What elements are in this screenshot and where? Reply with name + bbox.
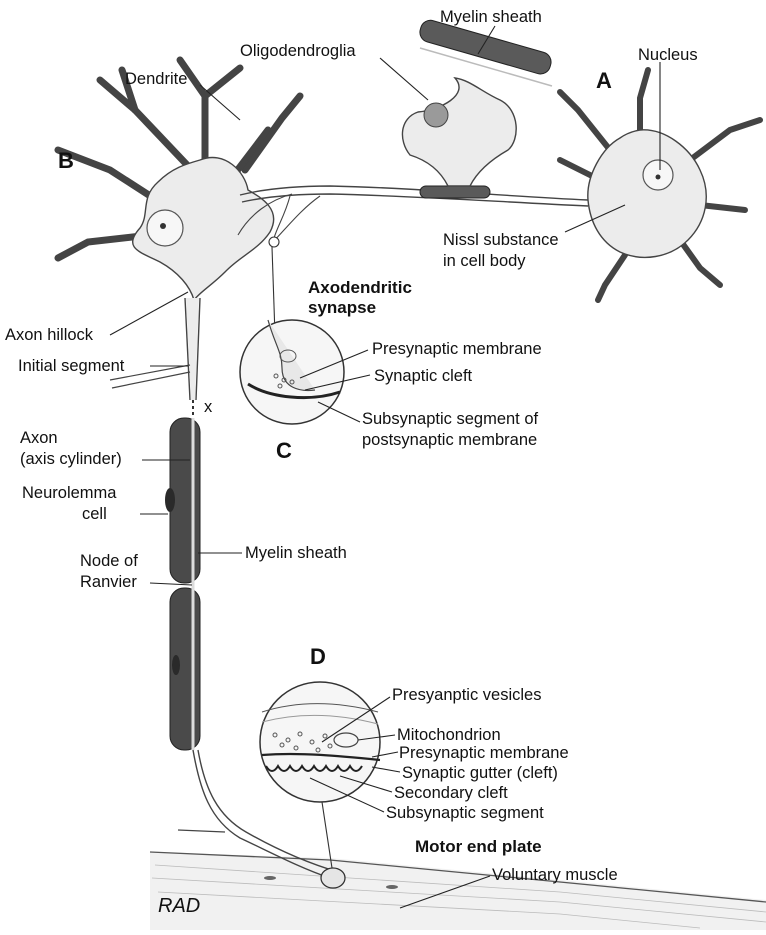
label-oligodendroglia: Oligodendroglia	[240, 42, 356, 60]
label-node-1: Node of	[80, 552, 138, 570]
label-secondary-cleft: Secondary cleft	[394, 784, 508, 802]
label-voluntary-muscle: Voluntary muscle	[492, 866, 618, 884]
artist-signature: RAD	[158, 895, 201, 917]
label-motor-end-plate: Motor end plate	[415, 837, 542, 856]
label-node-2: Ranvier	[80, 573, 137, 591]
panel-label-a: A	[596, 68, 612, 93]
label-synaptic-cleft: Synaptic cleft	[374, 367, 473, 385]
label-x-mark: x	[204, 398, 213, 416]
synapse-magnifier-c	[240, 320, 344, 424]
label-presynaptic-membrane-c: Presynaptic membrane	[372, 340, 542, 358]
synapse-magnifier-d	[260, 682, 380, 868]
panel-label-c: C	[276, 438, 292, 463]
label-axodendritic-2: synapse	[308, 298, 377, 317]
label-neurolemma-2: cell	[82, 505, 107, 523]
label-nissl-2: in cell body	[443, 252, 526, 270]
label-presynaptic-membrane-d: Presynaptic membrane	[399, 744, 569, 762]
voluntary-muscle	[150, 852, 766, 930]
label-nissl-1: Nissl substance	[443, 231, 559, 249]
oligodendroglia-cell	[402, 18, 553, 186]
label-presynaptic-vesicles: Presyanptic vesicles	[392, 686, 542, 704]
label-neurolemma-1: Neurolemma	[22, 484, 117, 502]
label-mitochondrion: Mitochondrion	[397, 726, 501, 744]
label-subsynaptic-2: postsynaptic membrane	[362, 431, 538, 449]
panel-label-d: D	[310, 644, 326, 669]
label-myelin-sheath-top: Myelin sheath	[440, 8, 542, 26]
label-synaptic-gutter: Synaptic gutter (cleft)	[402, 764, 558, 782]
label-dendrite: Dendrite	[125, 70, 188, 88]
label-nucleus: Nucleus	[638, 46, 698, 64]
label-axon-2: (axis cylinder)	[20, 450, 122, 468]
label-initial-segment: Initial segment	[18, 357, 125, 375]
label-subsynaptic-segment: Subsynaptic segment	[386, 804, 544, 822]
label-axodendritic-1: Axodendritic	[308, 278, 412, 297]
label-axon-1: Axon	[20, 429, 58, 447]
label-axon-hillock: Axon hillock	[5, 326, 94, 344]
label-myelin-sheath-axon: Myelin sheath	[245, 544, 347, 562]
panel-label-b: B	[58, 148, 74, 173]
label-subsynaptic-1: Subsynaptic segment of	[362, 410, 539, 428]
